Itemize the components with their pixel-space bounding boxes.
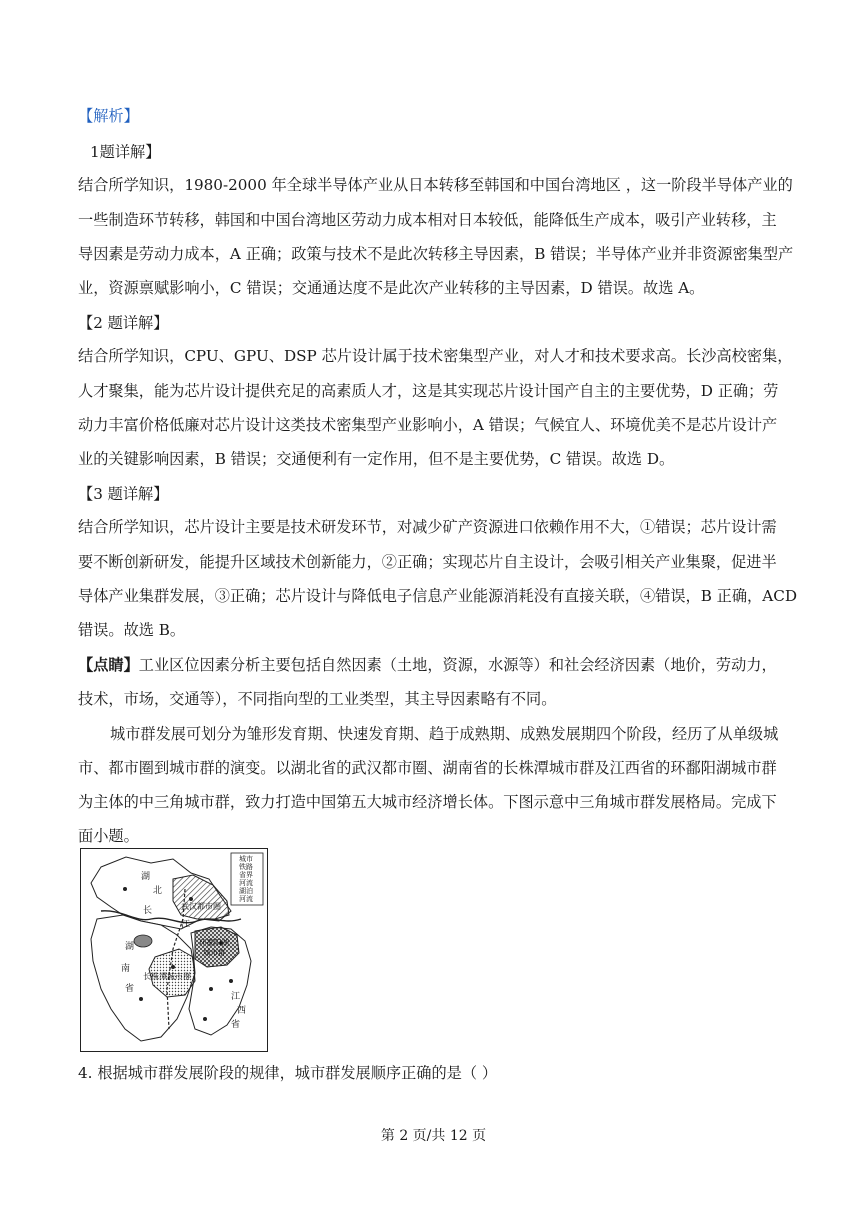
q2-line: 动力丰富价格低廉对芯片设计这类技术密集型产业影响小，A 错误；气候宜人、环境优美不是芯片设计产 [78, 416, 778, 434]
tip-line: 工业区位因素分析主要包括自然因素（土地，资源，水源等）和社会经济因素（地价，劳动力， [138, 656, 777, 674]
legend-item: 河流 [239, 879, 253, 887]
lake-icon [134, 935, 152, 947]
legend-item: 河流 [239, 895, 253, 903]
city-dot [229, 979, 233, 983]
map-svg [81, 849, 267, 1051]
q3-line: 错误。故选 B。 [78, 621, 186, 639]
q3-line: 导体产业集群发展，③正确；芯片设计与降低电子信息产业能源消耗没有直接关联，④错误，B 正确，ACD [78, 587, 798, 605]
q1-line: 业，资源禀赋影响小，C 错误；交通通达度不是此次产业转移的主导因素，D 错误。故选 A。 [78, 279, 705, 297]
urban-agglomeration-map [80, 848, 268, 1052]
intro-line: 面小题。 [78, 827, 139, 845]
q1-heading: 1题详解】 [90, 143, 161, 161]
legend-item: 湖泊 [239, 887, 253, 895]
q2-line: 结合所学知识，CPU、GPU、DSP 芯片设计属于技术密集型产业，对人才和技术要求高。长沙高校密集， [78, 347, 793, 365]
legend-item: 省界 [239, 871, 253, 879]
city-dot [189, 897, 193, 901]
map-label-poyang: 城市群 [203, 948, 226, 957]
analysis-label: 【解析】 [78, 107, 139, 125]
map-label-changzhutan: 长株潭城市群 [143, 972, 191, 981]
tip-line: 技术，市场，交通等），不同指向型的工业类型，其主导因素略有不同。 [78, 690, 557, 708]
city-dot [139, 997, 143, 1001]
q3-line: 结合所学知识，芯片设计主要是技术研发环节，对减少矿产资源进口依赖作用不大，①错误；芯片设计需 [78, 518, 777, 536]
map-label-jiangxi: 江 [231, 992, 241, 1002]
map-label-hubei: 湖 [141, 872, 151, 882]
intro-line: 为主体的中三角城市群，致力打造中国第五大城市经济增长体。下图示意中三角城市群发展格局。完成下 [78, 793, 777, 811]
map-label-hunan: 南 [121, 964, 131, 974]
q2-line: 人才聚集，能为芯片设计提供充足的高素质人才，这是其实现芯片设计国产自主的主要优势，D 正确；劳 [78, 382, 779, 400]
city-dot [203, 1017, 207, 1021]
map-label-hunan: 省 [125, 984, 135, 994]
map-label-hunan: 湖 [125, 942, 135, 952]
q2-heading: 【2 题详解】 [78, 314, 169, 332]
map-label-wuhan: 武汉都市圈 [181, 902, 221, 911]
city-dot [171, 965, 175, 969]
q3-line: 要不断创新研发，能提升区域技术创新能力，②正确；实现芯片自主设计，会吸引相关产业集聚，促进半 [78, 553, 777, 571]
q1-line: 结合所学知识，1980-2000 年全球半导体产业从日本转移至韩国和中国台湾地区 ，这一阶段半导体产业的 [78, 176, 793, 194]
question-4: 4. 根据城市群发展阶段的规律，城市群发展顺序正确的是（ ） [78, 1064, 498, 1082]
q3-heading: 【3 题详解】 [78, 485, 169, 503]
map-label-jiangxi: 省 [231, 1020, 241, 1030]
wuhan-area [173, 875, 229, 919]
map-label-poyang: 环鄱阳湖 [199, 938, 229, 947]
tip-label: 【点睛】 [78, 656, 139, 674]
city-dot [123, 887, 127, 891]
intro-line: 城市群发展可划分为雏形发育期、快速发育期、趋于成熟期、成熟发展期四个阶段，经历了从单级城 [110, 725, 779, 743]
q1-line: 导因素是劳动力成本，A 正确；政策与技术不是此次转移主导因素，B 错误；半导体产业并非资源密集型产 [78, 245, 794, 263]
page-footer: 第 2 页/共 12 页 [380, 1128, 487, 1144]
q1-line: 一些制造环节转移，韩国和中国台湾地区劳动力成本相对日本较低，能降低生产成本，吸引产业转移，主 [78, 211, 777, 229]
map-label-river: 江 [181, 920, 191, 930]
legend-item: 铁路 [239, 863, 253, 871]
tip-paragraph [78, 655, 777, 675]
city-dot [209, 987, 213, 991]
q2-line: 业的关键影响因素，B 错误；交通便利有一定作用，但不是主要优势，C 错误。故选 D。 [78, 450, 675, 468]
map-label-jiang: 长 [143, 906, 153, 916]
map-label-hubei: 北 [153, 886, 163, 896]
intro-line: 市、都市圈到城市群的演变。以湖北省的武汉都市圈、湖南省的长株潭城市群及江西省的环鄱阳湖城市群 [78, 759, 777, 777]
legend-item: 城市 [239, 855, 253, 863]
map-label-jiangxi: 西 [237, 1006, 247, 1016]
